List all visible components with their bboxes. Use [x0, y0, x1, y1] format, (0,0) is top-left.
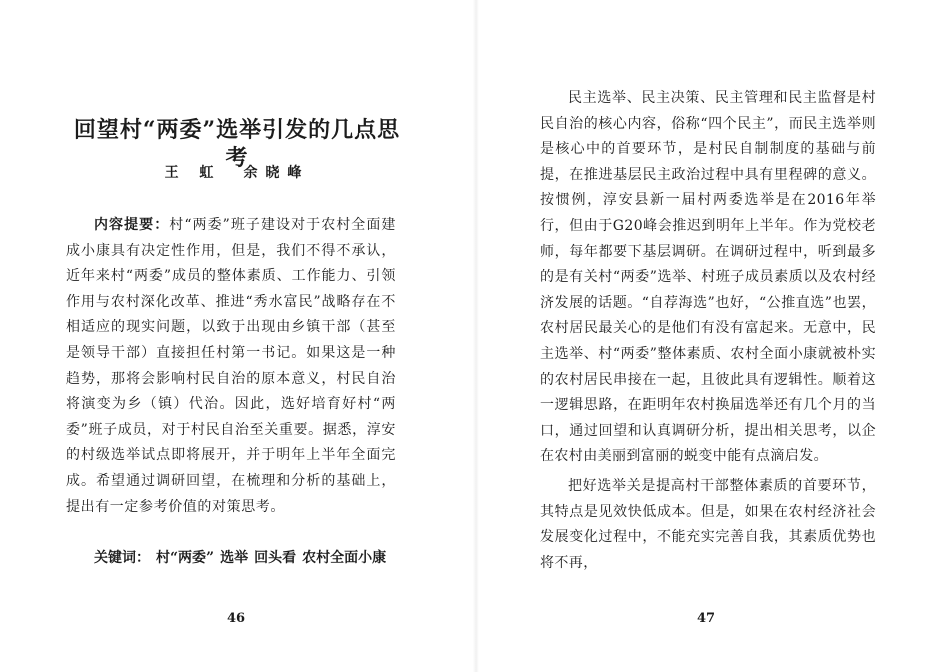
left-page	[66, 0, 408, 672]
page-number: 47	[697, 611, 716, 626]
keyword: 选举	[220, 550, 249, 566]
keyword: 回头看	[254, 550, 297, 566]
keyword: 村“两委”	[156, 550, 215, 566]
body-text	[540, 86, 876, 576]
author-line	[66, 163, 408, 183]
body-paragraph: 把好选举关是提高村干部整体素质的首要环节，其特点是见效快低成本。但是，如果在农村经济社会发展变化过程中，不能充实完善自我，其素质优势也将不再，	[540, 477, 876, 571]
abstract	[66, 213, 396, 520]
keywords-label: 关键词：	[94, 550, 150, 566]
book-gutter	[473, 0, 479, 672]
keyword: 农村全面小康	[302, 550, 387, 566]
article-title: 回望村“两委”选举引发的几点思考	[73, 117, 401, 171]
body-paragraph: 民主选举、民主决策、民主管理和民主监督是村民自治的核心内容，俗称“四个民主”，而民主选举则是核心中的首要环节，是村民自制制度的基础与前提，在推进基层民主政治过程中具有里程碑的意义。按惯例，淳安县新一届村两委选举是在2016年举行，但由于G20峰会推迟到明年上半年。作为党校老师，每年都要下基层调研。在调研过程中，听到最多的是有关村“两委”选举、村班子成员素质以及农村经济发展的话题。“自荐海选”也好，“公推直选”也罢，农村居民最关心的是他们有没有富起来。无意中，民主选举、村“两委”整体素质、农村全面小康就被朴实的农村居民串接在一起，且彼此具有逻辑性。顺着这一逻辑思路，在距明年农村换届选举还有几个月的当口，通过回望和认真调研分析，提出相关思考，以企在农村由美丽到富丽的蜕变中能有点滴启发。	[540, 90, 876, 465]
right-page	[540, 0, 884, 672]
abstract-label: 内容提要：	[94, 217, 170, 233]
keywords-line	[94, 547, 414, 569]
page-number: 46	[227, 611, 246, 626]
author-name: 余晓峰	[243, 165, 310, 181]
author-name: 王 虹	[164, 165, 222, 181]
abstract-text: 村“两委”班子建设对于农村全面建成小康具有决定性作用，但是，我们不得不承认，近年来村“两委”成员的整体素质、工作能力、引领作用与农村深化改革、推进“秀水富民”战略存在不相适应的现实问题，以致于出现由乡镇干部（甚至是领导干部）直接担任村第一书记。如果这是一种趋势，那将会影响村民自治的原本意义，村民自治将演变为乡（镇）代治。因此，选好培育好村“两委”班子成员，对于村民自治至关重要。据悉，淳安的村级选举试点即将展开，并于明年上半年全面完成。希望通过调研回望，在梳理和分析的基础上，提出有一定参考价值的对策思考。	[66, 217, 397, 515]
